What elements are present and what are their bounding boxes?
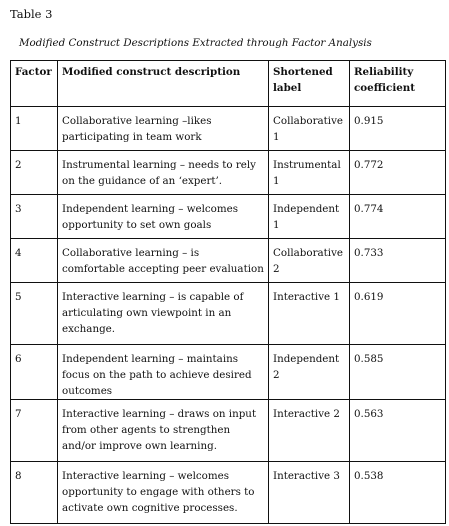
- cell-description: Interactive learning – welcomes opportunity to engage with others to activate own cognitive processes.: [58, 462, 269, 524]
- cell-factor: 6: [11, 345, 58, 400]
- table-row: [11, 283, 446, 345]
- cell-description: Independent learning – maintains focus on the path to achieve desired outcomes: [58, 345, 269, 400]
- cell-coefficient: 0.772: [350, 151, 446, 195]
- cell-description: Interactive learning – is capable of articulating own viewpoint in an exchange.: [58, 283, 269, 345]
- cell-coefficient: 0.538: [350, 462, 446, 524]
- cell-factor: 7: [11, 400, 58, 462]
- cell-description: Instrumental learning – needs to rely on the guidance of an ‘expert’.: [58, 151, 269, 195]
- cell-label: Independent 2: [269, 345, 350, 400]
- cell-factor: 5: [11, 283, 58, 345]
- cell-description: Independent learning – welcomes opportunity to set own goals: [58, 195, 269, 239]
- table-row: [11, 462, 446, 524]
- cell-label: Independent 1: [269, 195, 350, 239]
- table-row: [11, 107, 446, 151]
- cell-label: Interactive 1: [269, 283, 350, 345]
- cell-description: Collaborative learning –likes participating in team work: [58, 107, 269, 151]
- table-row: [11, 345, 446, 400]
- table-number: Table 3: [10, 7, 53, 21]
- cell-factor: 4: [11, 239, 58, 283]
- column-header-description: Modified construct description: [58, 61, 269, 107]
- cell-coefficient: 0.733: [350, 239, 446, 283]
- cell-factor: 3: [11, 195, 58, 239]
- cell-label: Instrumental 1: [269, 151, 350, 195]
- cell-factor: 8: [11, 462, 58, 524]
- cell-description: Collaborative learning – is comfortable accepting peer evaluation: [58, 239, 269, 283]
- cell-label: Interactive 2: [269, 400, 350, 462]
- column-header-label: Shortened label: [269, 61, 350, 107]
- column-header-factor: Factor: [11, 61, 58, 107]
- cell-coefficient: 0.915: [350, 107, 446, 151]
- cell-factor: 2: [11, 151, 58, 195]
- cell-label: Collaborative 1: [269, 107, 350, 151]
- cell-coefficient: 0.774: [350, 195, 446, 239]
- column-header-coefficient: Reliability coefficient: [350, 61, 446, 107]
- cell-label: Collaborative 2: [269, 239, 350, 283]
- cell-factor: 1: [11, 107, 58, 151]
- cell-coefficient: 0.563: [350, 400, 446, 462]
- cell-label: Interactive 3: [269, 462, 350, 524]
- cell-coefficient: 0.585: [350, 345, 446, 400]
- table-row: [11, 400, 446, 462]
- table-row: [11, 239, 446, 283]
- construct-table: [10, 60, 446, 524]
- cell-coefficient: 0.619: [350, 283, 446, 345]
- table-row: [11, 195, 446, 239]
- table-caption: Modified Construct Descriptions Extracted through Factor Analysis: [19, 37, 372, 49]
- cell-description: Interactive learning – draws on input from other agents to strengthen and/or improve own learning.: [58, 400, 269, 462]
- table-row: [11, 151, 446, 195]
- table-header-row: [11, 61, 446, 107]
